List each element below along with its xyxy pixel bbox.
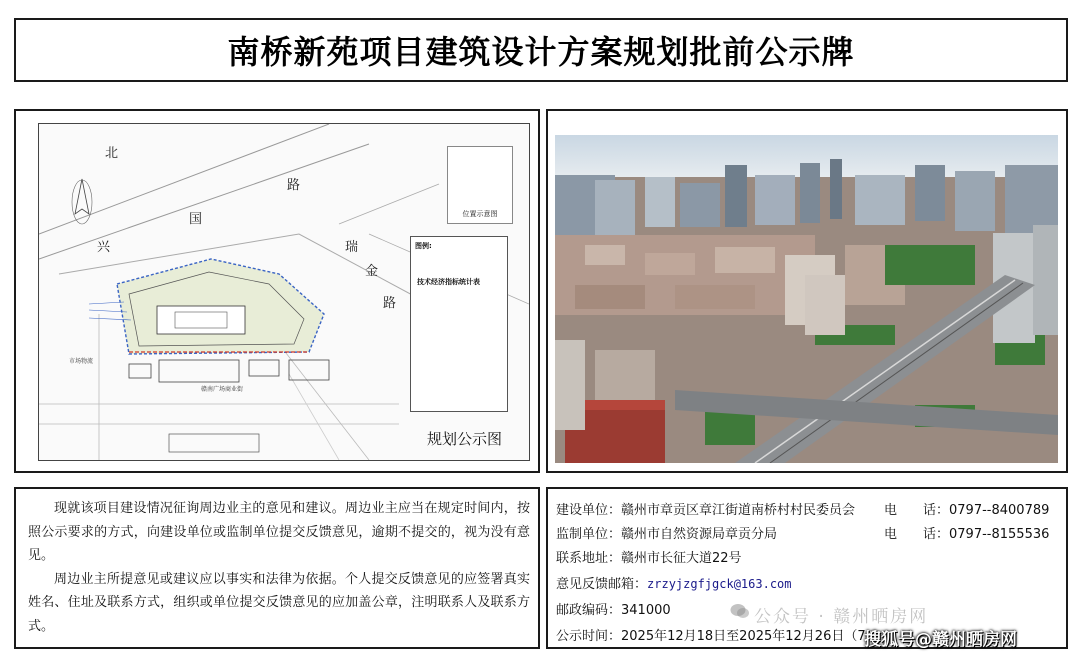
wechat-icon <box>730 603 750 619</box>
builder-phone-row <box>884 499 1049 518</box>
email-link[interactable]: zrzyjzgfjgck@163.com <box>647 577 792 591</box>
tech-indicators-title: 技术经济指标统计表 <box>417 278 480 286</box>
builder-row <box>556 499 855 518</box>
sohu-watermark: 搜狐号@赣州晒房网 <box>864 630 1017 650</box>
plan-caption: 规划公示图 <box>427 430 503 448</box>
title-banner <box>14 18 1068 82</box>
notice-paragraph: 周边业主所提意见或建议应以事实和法律为依据。个人提交反馈意见的应签署真实姓名、住址及联系方式，组织或单位提交反馈意见的应加盖公章，注明联系人及联系方式。 <box>28 571 530 634</box>
supervisor-phone-label: 电 话： <box>884 527 950 542</box>
supervisor-phone-row <box>884 523 1049 542</box>
period-row <box>556 625 866 644</box>
location-map-label: 位置示意图 <box>462 210 498 218</box>
postcode-value: 341000 <box>621 603 671 618</box>
builder-label: 建设单位： <box>556 503 622 518</box>
notice-text <box>28 497 530 638</box>
builder-phone-label: 电 话： <box>884 503 950 518</box>
builder-value: 赣州市章贡区章江街道南桥村村民委员会 <box>621 503 856 518</box>
aerial-photo <box>555 135 1058 463</box>
site-plan-drawing <box>38 123 530 461</box>
site-plan-panel <box>14 109 540 473</box>
period-value: 2025年12月18日至2025年12月26日（7 <box>621 629 866 644</box>
period-label: 公示时间： <box>556 629 622 644</box>
plaza-label: 赣南广场商业街 <box>201 386 244 393</box>
legend-and-indicators-table <box>410 236 508 412</box>
legend-title: 图例: <box>415 242 432 250</box>
road-label-char: 路 <box>287 178 301 193</box>
road-label-char: 金 <box>365 264 379 279</box>
wechat-watermark: 公众号 · 赣州晒房网 <box>754 607 929 627</box>
page-title: 南桥新苑项目建筑设计方案规划批前公示牌 <box>227 33 855 71</box>
north-arrow-label: 北 <box>105 146 119 161</box>
builder-phone: 0797--8400789 <box>949 503 1050 518</box>
location-map <box>447 146 513 224</box>
road-label-char: 国 <box>189 212 203 227</box>
address-row <box>556 547 742 566</box>
road-label-char: 兴 <box>97 240 111 255</box>
postcode-row <box>556 599 671 618</box>
supervisor-value: 赣州市自然资源局章贡分局 <box>621 527 778 542</box>
market-label: 市场物流 <box>69 358 94 365</box>
notice-paragraph: 现就该项目建设情况征询周边业主的意见和建议。周边业主应当在规定时间内，按照公示要求的方式，向建设单位或监制单位提交反馈意见，逾期不提交的，视为没有意见。 <box>28 501 530 563</box>
notice-panel <box>14 487 540 649</box>
road-label-char: 路 <box>383 296 397 311</box>
address-label: 联系地址： <box>556 551 622 566</box>
address-value: 赣州市长征大道22号 <box>621 551 742 566</box>
contact-info-panel <box>546 487 1068 649</box>
postcode-label: 邮政编码： <box>556 603 622 618</box>
supervisor-label: 监制单位： <box>556 527 622 542</box>
email-label: 意见反馈邮箱： <box>556 577 648 592</box>
supervisor-row <box>556 523 777 542</box>
email-row <box>556 573 792 592</box>
road-label-char: 瑞 <box>345 240 359 255</box>
aerial-photo-panel <box>546 109 1068 473</box>
supervisor-phone: 0797--8155536 <box>949 527 1050 542</box>
